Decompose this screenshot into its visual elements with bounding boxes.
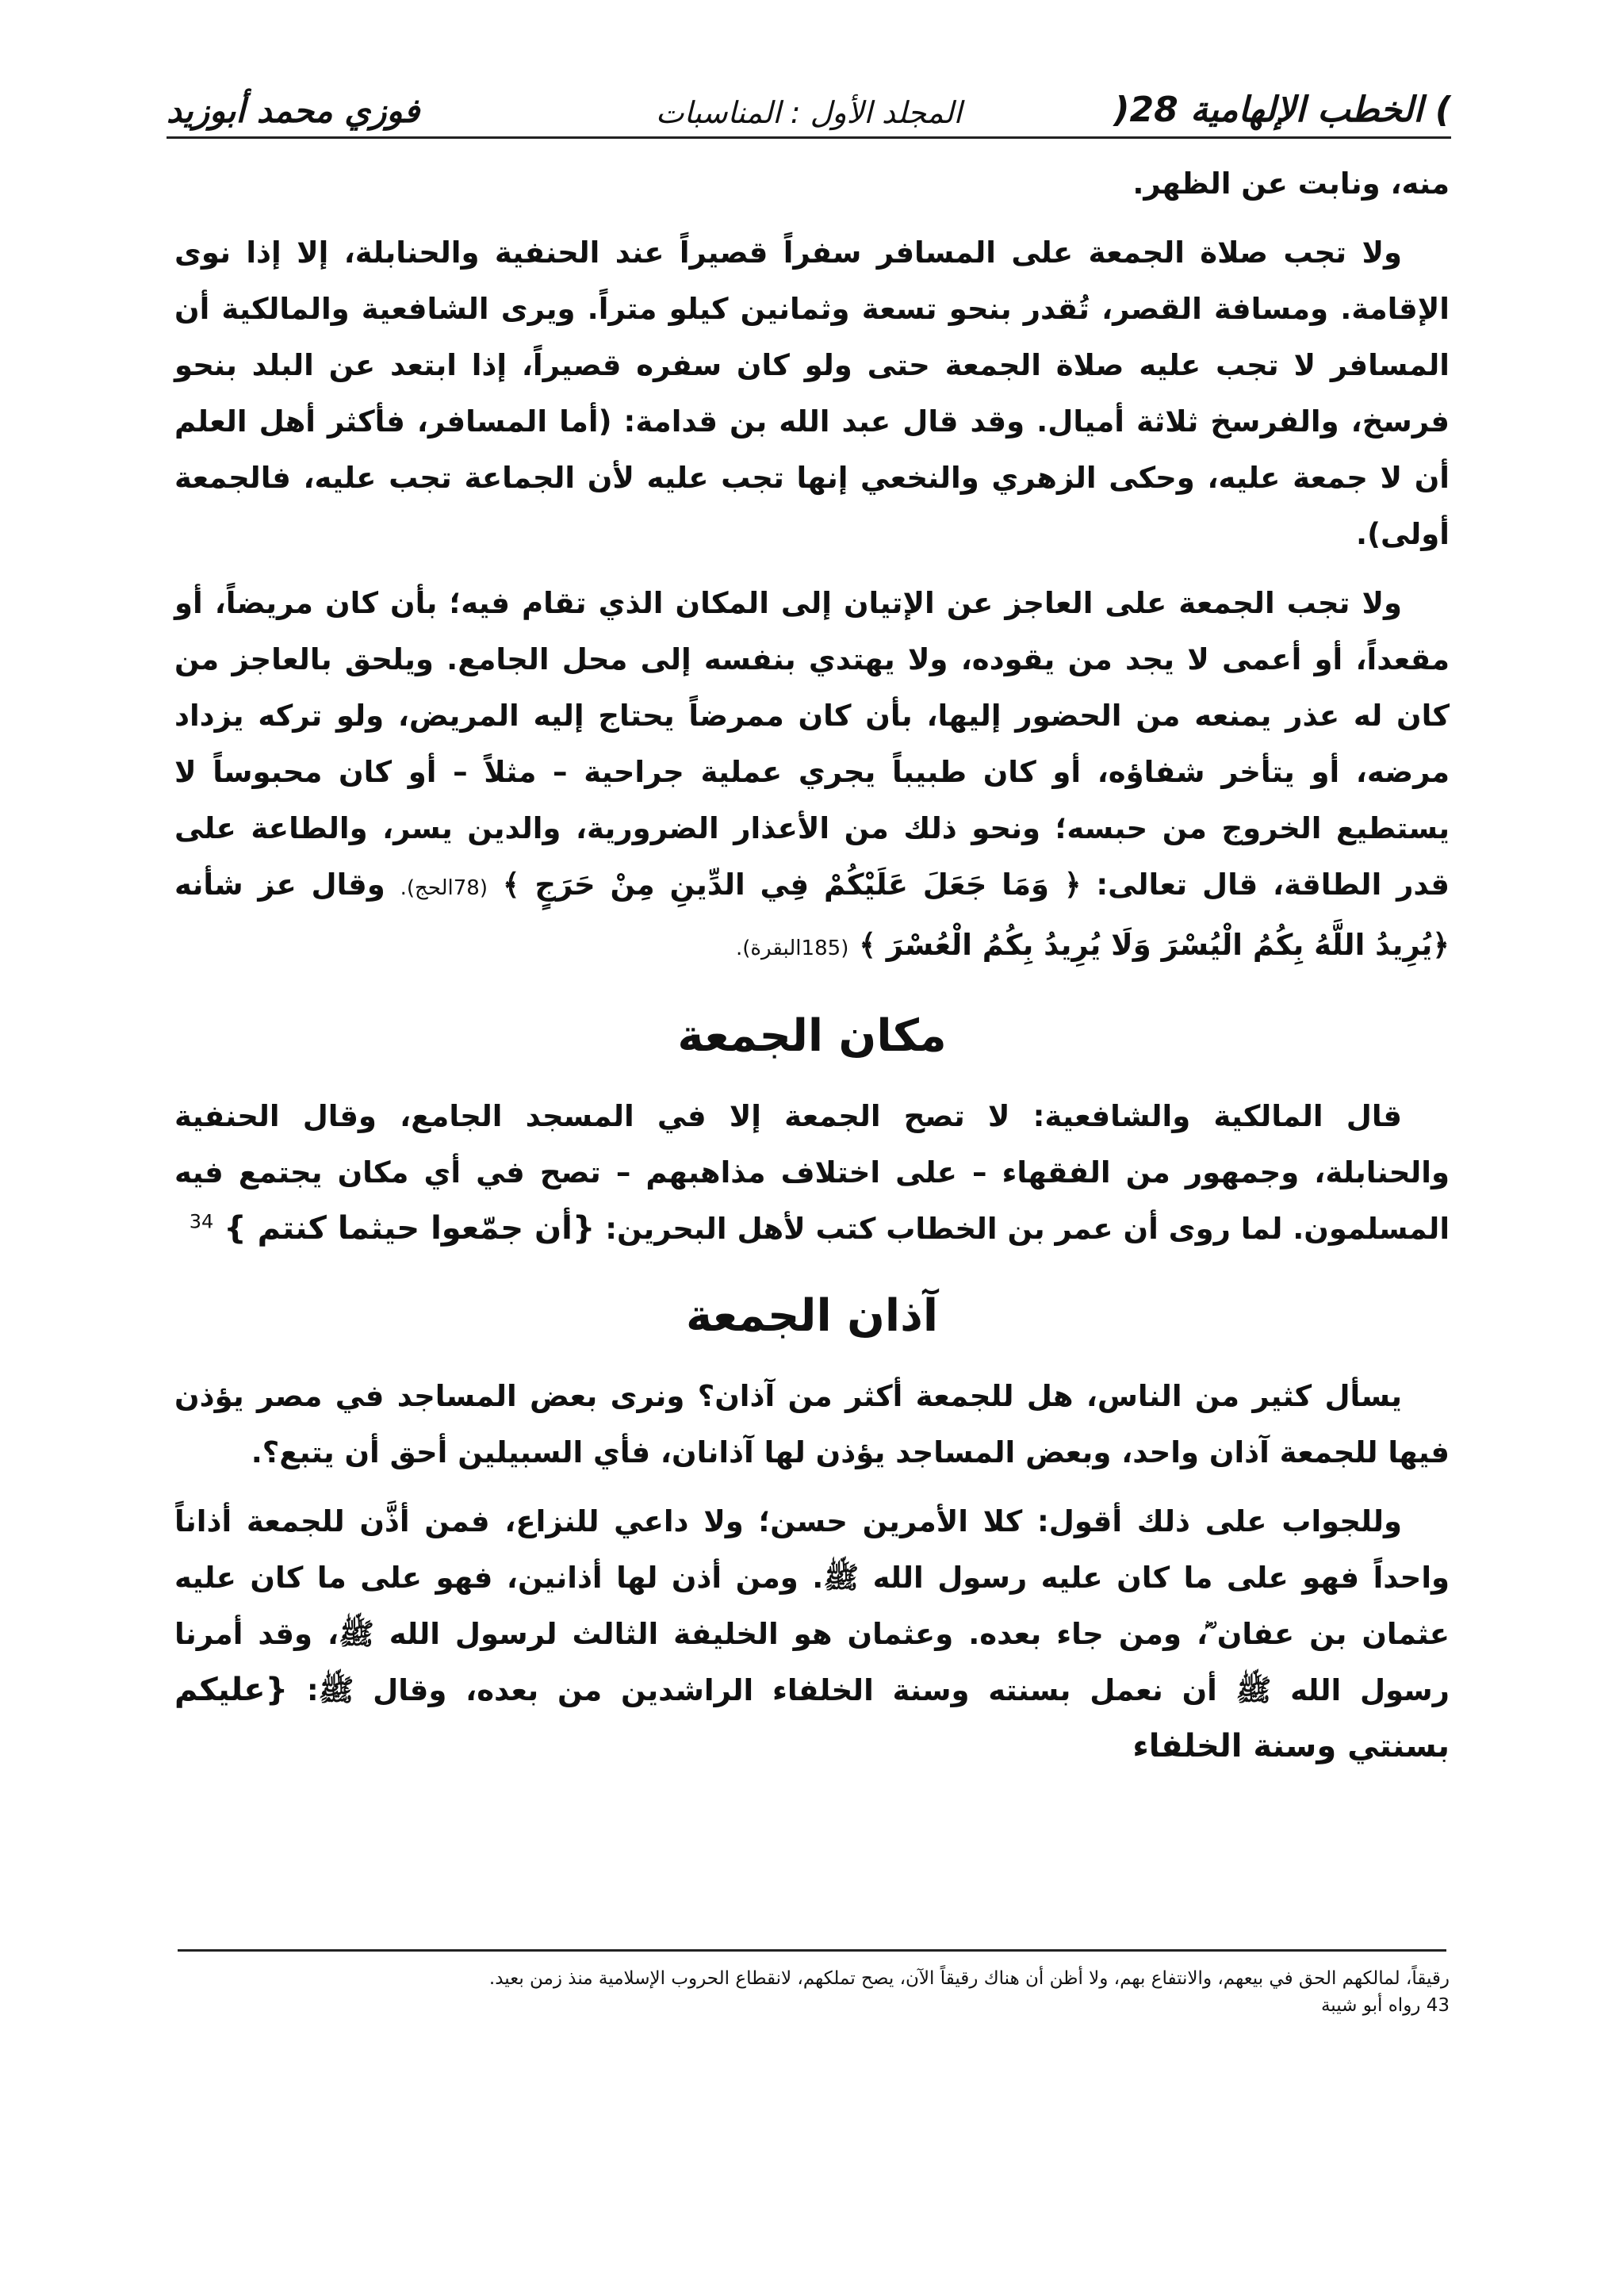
- running-header: [167, 76, 1451, 140]
- paragraph: يسأل كثير من الناس، هل للجمعة أكثر من آذان؟ ونرى بعض المساجد في مصر يؤذن فيها للجمعة آذان واحد، وبعض المساجد يؤذن لها آذانان، فأي السبيلين أحق أن يتبع؟.: [174, 1379, 1450, 1469]
- header-book-title: ) الخطب الإلهامية 28(: [1113, 90, 1451, 130]
- paragraph-text: ولا تجب الجمعة على العاجز عن الإتيان إلى المكان الذي تقام فيه؛ بأن كان مريضاً، أو مقعداً، أو أعمى لا يجد من يقوده، ولا يهتدي بنفسه إلى محل الجامع. ويلحق بالعاجز من كان له عذر يمنعه من الحضور إليها، بأن كان ممرضاً يحتاج إليه المريض، ولو تركه يزداد مرضه، أو يتأخر شفاؤه، أو كان طبيباً يجري عملية جراحية – مثلاً – أو كان محبوساً لا يستطيع الخروج من حبسه؛ ونحو ذلك من الأعذار الضرورية، والدين يسر، والطاعة على قدر الطاقة، قال تعالى:: [174, 586, 1450, 902]
- footnote-line: رقيقاً، لمالكهم الحق في بيعهم، والانتفاع بهم، ولا أظن أن هناك رقيقاً الآن، يصح تملكهم، لانقطاع الحروب الإسلامية منذ زمن بعيد.: [488, 1968, 1450, 1989]
- paragraph: [174, 575, 1450, 977]
- paragraph-text: وللجواب على ذلك أقول: كلا الأمرين حسن؛ ولا داعي للنزاع، فمن أذَّن للجمعة أذاناً واحداً فهو على ما كان عليه رسول الله ﷺ. ومن أذن لها أذانين، فهو على ما كان عليه عثمان بن عفان ؓ، ومن جاء بعده. وعثمان هو الخليفة الثالث لرسول الله ﷺ، وقد أمرنا رسول الله ﷺ أن نعمل بسنته وسنة الخلفاء الراشدين من بعده، وقال ﷺ:: [174, 1504, 1450, 1707]
- footnotes: [178, 1965, 1450, 2019]
- verse-reference: (78الحج).: [400, 876, 488, 900]
- footnote-marker[interactable]: 34: [189, 1210, 214, 1233]
- footnote-line: 43 رواه أبو شيبة: [1320, 1995, 1450, 2016]
- paragraph: ولا تجب صلاة الجمعة على المسافر سفراً قصيراً عند الحنفية والحنابلة، إلا إذا نوى الإقامة. ومسافة القصر، تُقدر بنحو تسعة وثمانين كيلو متراً. ويرى الشافعية والمالكية أن المسافر لا تجب عليه صلاة الجمعة حتى ولو كان سفره قصيراً، إذا ابتعد عن البلد بنحو فرسخ، والفرسخ ثلاثة أميال. وقد قال عبد الله بن قدامة: (أما المسافر، فأكثر أهل العلم أن لا جمعة عليه، وحكى الزهري والنخعي إنها تجب عليه لأن الجماعة تجب عليه، فالجمعة أولى).: [174, 236, 1450, 551]
- quran-verse: ﴿ وَمَا جَعَلَ عَلَيْكُمْ فِي الدِّينِ مِنْ حَرَجٍ ﴾: [502, 868, 1082, 902]
- hadith-quote: {أن جمّعوا حيثما كنتم }: [224, 1210, 596, 1247]
- header-divider: [167, 136, 1451, 139]
- section-heading: آذان الجمعة: [685, 1290, 939, 1342]
- quran-verse: ﴿يُرِيدُ اللَّهُ بِكُمُ الْيُسْرَ وَلَا يُرِيدُ بِكُمُ الْعُسْرَ ﴾: [859, 928, 1450, 962]
- main-text: [174, 155, 1450, 1787]
- paragraph-text: قال المالكية والشافعية: لا تصح الجمعة إلا في المسجد الجامع، وقال الحنفية والحنابلة، وجمهور من الفقهاء – على اختلاف مذاهبهم – تصح في أي مكان يجتمع فيه المسلمون. لما روى أن عمر بن الخطاب كتب لأهل البحرين:: [174, 1099, 1450, 1246]
- footnote-divider: [178, 1949, 1446, 1952]
- verse-reference: (185البقرة).: [736, 937, 849, 960]
- hadith-quote: {عليكم بسنتي وسنة الخلفاء: [174, 1672, 1450, 1764]
- section-heading: مكان الجمعة: [677, 1010, 947, 1062]
- paragraph: [174, 1493, 1450, 1775]
- paragraph: [174, 1088, 1450, 1257]
- paragraph: منه، ونابت عن الظهر.: [1132, 167, 1450, 201]
- paragraph-text: وقال عز شأنه: [174, 868, 385, 902]
- header-author: فوزي محمد أبوزيد: [167, 91, 420, 130]
- header-volume: المجلد الأول : المناسبات: [655, 95, 963, 130]
